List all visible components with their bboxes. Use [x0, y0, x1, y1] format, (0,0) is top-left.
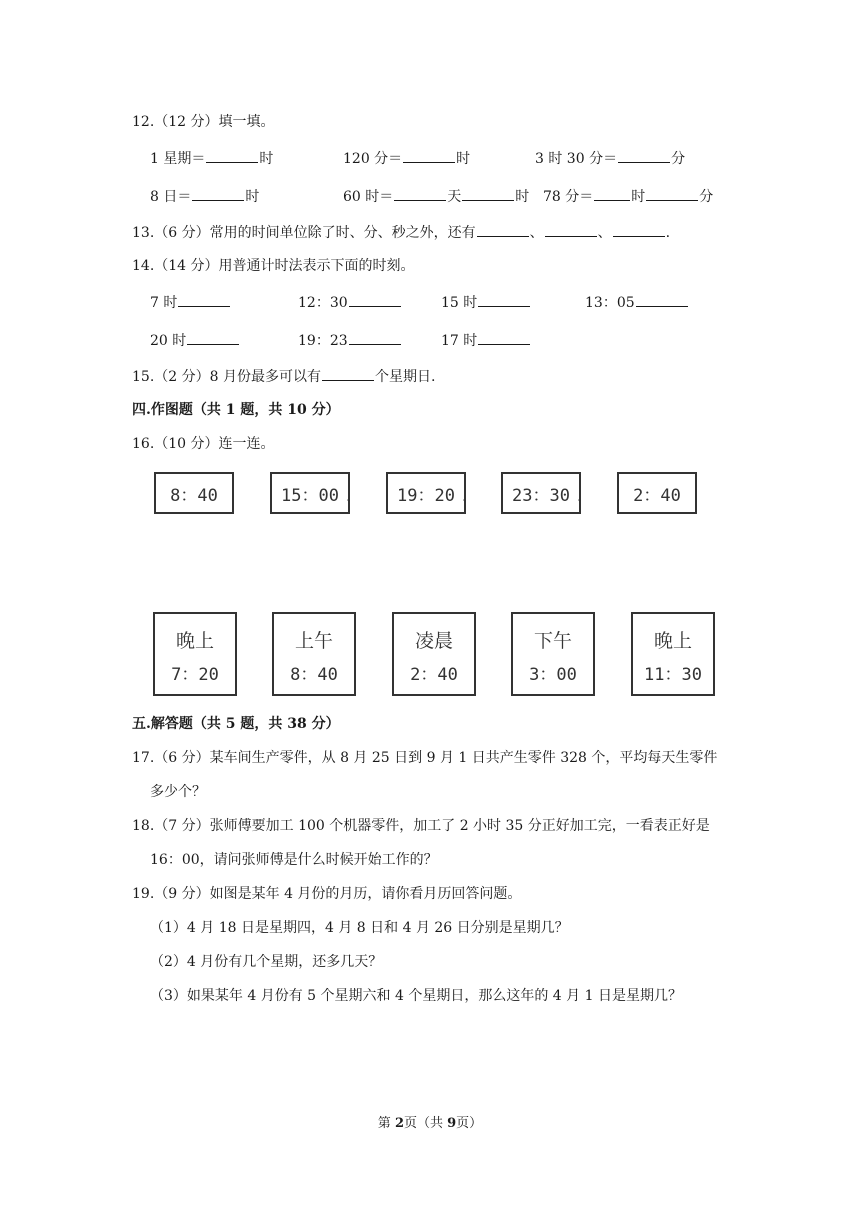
text: 15 时 — [441, 295, 478, 311]
q14-item — [298, 330, 402, 351]
text: 1 星期＝ — [150, 151, 206, 167]
text: 17 时 — [441, 333, 478, 349]
answer-blank[interactable] — [618, 148, 670, 163]
text: 、 — [529, 225, 544, 241]
answer-blank[interactable] — [477, 222, 529, 237]
digital-clock[interactable] — [270, 472, 350, 514]
q17-line1: 17.（6 分）某车间生产零件，从 8 月 25 日到 9 月 1 日共产生零件 328 个，平均每天生零件 — [132, 750, 718, 766]
text: 13.（6 分）常用的时间单位除了时、分、秒之外，还有 — [132, 225, 476, 241]
text: 时 — [259, 151, 274, 167]
text: 8 日＝ — [150, 189, 192, 205]
q15 — [132, 366, 435, 387]
q12-row1-b — [343, 148, 470, 169]
card-time: 8：40 — [290, 664, 338, 685]
text: 78 分＝ — [543, 189, 594, 205]
text: 时 — [515, 189, 530, 205]
text: . — [665, 225, 671, 241]
answer-blank[interactable] — [187, 330, 239, 345]
digital-clock[interactable] — [501, 472, 581, 514]
answer-blank[interactable] — [613, 222, 665, 237]
clock-time: 2：40 — [633, 485, 681, 506]
q12-row2-a — [150, 186, 259, 207]
card-label: 上午 — [294, 629, 333, 652]
text: 第 — [377, 1116, 395, 1131]
answer-blank[interactable] — [403, 148, 455, 163]
answer-blank[interactable] — [178, 292, 230, 307]
card-label: 凌晨 — [414, 629, 453, 652]
answer-blank[interactable] — [545, 222, 597, 237]
page-footer — [0, 1112, 860, 1131]
q12-title: 12.（12 分）填一填。 — [132, 114, 275, 130]
answer-blank[interactable] — [322, 366, 374, 381]
text: 7 时 — [150, 295, 178, 311]
card-time: 2：40 — [410, 664, 458, 685]
answer-blank[interactable] — [349, 330, 401, 345]
clock-time: 19：20 — [397, 485, 455, 506]
answer-blank[interactable] — [394, 186, 446, 201]
q18-line2: 16：00，请问张师傅是什么时候开始工作的？ — [150, 852, 438, 868]
time-card[interactable] — [631, 612, 715, 696]
digital-clock[interactable] — [154, 472, 234, 514]
q12-row1-a — [150, 148, 273, 169]
dot-mark: . — [575, 490, 583, 504]
text: 时 — [631, 189, 646, 205]
answer-blank[interactable] — [478, 292, 530, 307]
dot-mark: . — [460, 490, 468, 504]
q12-row2-b — [343, 186, 529, 207]
digital-clock[interactable] — [617, 472, 697, 514]
q14-item — [150, 330, 240, 351]
answer-blank[interactable] — [478, 330, 530, 345]
q14-item — [441, 292, 531, 313]
q12-row1-c — [535, 148, 685, 169]
time-card[interactable] — [153, 612, 237, 696]
q19-sub3: （3）如果某年 4 月份有 5 个星期六和 4 个星期日，那么这年的 4 月 1 日是星期几？ — [150, 988, 682, 1004]
q14-item — [441, 330, 531, 351]
card-time: 7：20 — [171, 664, 219, 685]
text: 19：23 — [298, 333, 348, 349]
time-card[interactable] — [392, 612, 476, 696]
text: 60 时＝ — [343, 189, 394, 205]
q14-title: 14.（14 分）用普通计时法表示下面的时刻。 — [132, 258, 415, 274]
time-card[interactable] — [272, 612, 356, 696]
text: 12：30 — [298, 295, 348, 311]
answer-blank[interactable] — [646, 186, 698, 201]
digital-clock[interactable] — [386, 472, 466, 514]
text: 13：05 — [585, 295, 635, 311]
card-label: 下午 — [533, 629, 572, 652]
answer-blank[interactable] — [462, 186, 514, 201]
section-heading: 五.解答题（共 5 题，共 38 分） — [132, 716, 340, 732]
clock-time: 23：30 — [512, 485, 570, 506]
text: 20 时 — [150, 333, 187, 349]
q16-title: 16.（10 分）连一连。 — [132, 436, 275, 452]
text: 天 — [447, 189, 462, 205]
text: 120 分＝ — [343, 151, 403, 167]
q14-item — [298, 292, 402, 313]
q14-item — [150, 292, 231, 313]
text: 页（共 — [403, 1116, 448, 1131]
card-label: 晚上 — [653, 629, 692, 652]
card-label: 晚上 — [175, 629, 214, 652]
text: 页） — [456, 1116, 483, 1131]
time-card[interactable] — [511, 612, 595, 696]
text: 时 — [456, 151, 471, 167]
text: 分 — [699, 189, 714, 205]
answer-blank[interactable] — [206, 148, 258, 163]
clock-time: 8：40 — [170, 485, 218, 506]
dot-mark: . — [344, 490, 352, 504]
text: 个星期日. — [374, 369, 436, 385]
page-total: 9 — [447, 1116, 457, 1131]
text: 15.（2 分）8 月份最多可以有 — [132, 369, 321, 385]
card-time: 3：00 — [529, 664, 577, 685]
q18-line1: 18.（7 分）张师傅要加工 100 个机器零件，加工了 2 小时 35 分正好加工完，一看表正好是 — [132, 818, 710, 834]
q14-item — [585, 292, 689, 313]
q19-title: 19.（9 分）如图是某年 4 月份的月历，请你看月历回答问题。 — [132, 886, 522, 902]
card-time: 11：30 — [644, 664, 702, 685]
q19-sub2: （2）4 月份有几个星期，还多几天？ — [150, 954, 383, 970]
q17-line2: 多少个？ — [150, 784, 206, 800]
answer-blank[interactable] — [192, 186, 244, 201]
section-heading: 四.作图题（共 1 题，共 10 分） — [132, 402, 340, 418]
q19-sub1: （1）4 月 18 日是星期四，4 月 8 日和 4 月 26 日分别是星期几？ — [150, 920, 569, 936]
answer-blank[interactable] — [594, 186, 630, 201]
clock-time: 15：00 — [281, 485, 339, 506]
text: 时 — [245, 189, 260, 205]
text: 分 — [671, 151, 686, 167]
answer-blank[interactable] — [349, 292, 401, 307]
text: 3 时 30 分＝ — [535, 151, 618, 167]
page-number: 2 — [394, 1116, 404, 1131]
q13 — [132, 222, 670, 243]
text: 、 — [597, 225, 612, 241]
q12-row2-c — [543, 186, 713, 207]
answer-blank[interactable] — [636, 292, 688, 307]
